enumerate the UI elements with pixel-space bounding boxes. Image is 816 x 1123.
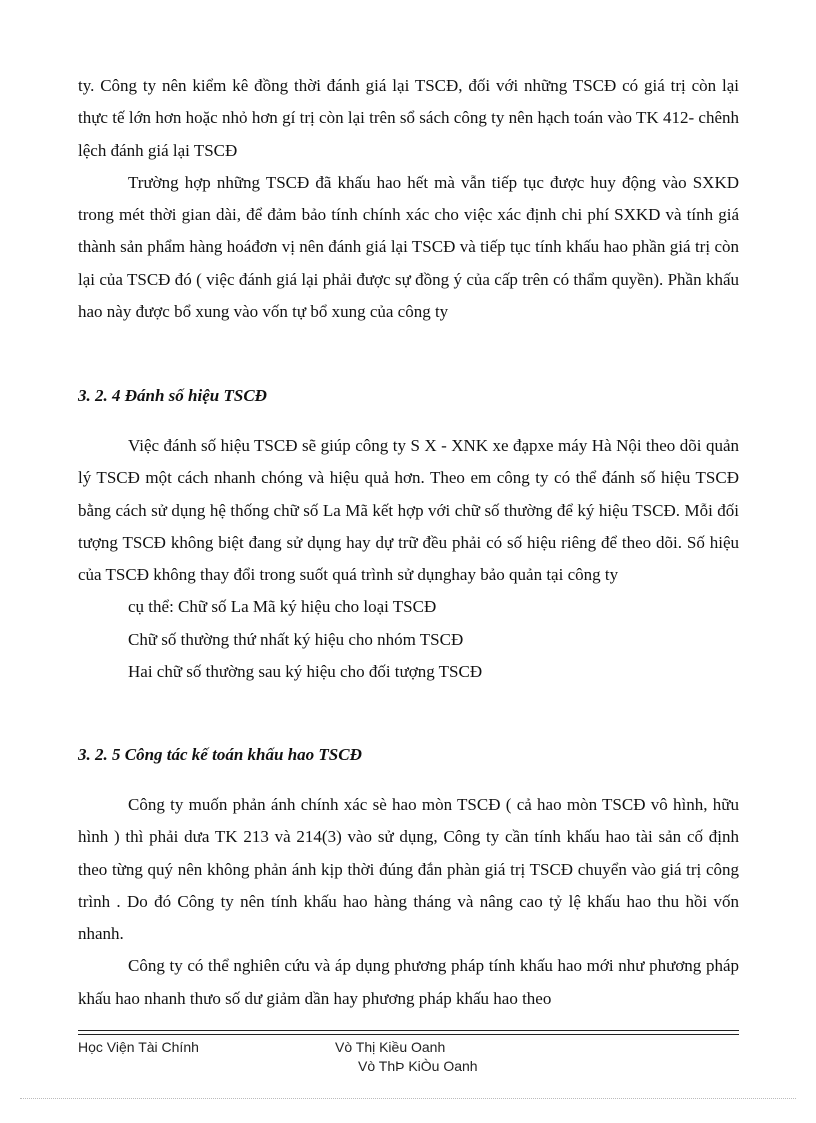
footer-school: Học Viện Tài Chính: [78, 1039, 199, 1055]
section-heading-324: 3. 2. 4 Đánh số hiệu TSCĐ: [78, 386, 267, 405]
footer-rule-top: [78, 1030, 739, 1031]
footer-author: Vò Thị Kiều Oanh: [335, 1039, 446, 1055]
section-324-line-3: Hai chữ số thường sau ký hiệu cho đối tượng TSCĐ: [128, 662, 483, 682]
section-324-text-block: [78, 430, 739, 688]
section-324-paragraph-1: Việc đánh số hiệu TSCĐ sẽ giúp công ty S X - XNK xe đạpxe máy Hà Nội theo dõi quản lý TSCĐ một cách nhanh chóng và hiệu quả hơn. Theo em công ty có thể đánh số hiệu TSCĐ bằng cách sử dụng hệ thống chữ số La Mã kết hợp với chữ số thường để ký hiệu TSCĐ. Mỗi đối tượng TSCĐ không biệt đang sử dụng hay dự trữ đều phải có số hiệu riêng để theo dõi. Số hiệu của TSCĐ không thay đổi trong suốt quá trình sử dụnghay bảo quản tại công ty: [78, 436, 739, 585]
section-324-line-1: cụ thể: Chữ số La Mã ký hiệu cho loại TSCĐ: [128, 597, 437, 617]
footer-rule-bottom: [78, 1034, 739, 1035]
section-heading-325: 3. 2. 5 Công tác kế toán khấu hao TSCĐ: [78, 745, 362, 764]
section-325-paragraph-2: Công ty có thể nghiên cứu và áp dụng phương pháp tính khấu hao mới như phương pháp khấu hao nhanh thưo số dư giảm dần hay phương pháp khấu hao theo: [78, 956, 739, 1008]
footer-author-garbled: Vò ThÞ KiÒu Oanh: [358, 1058, 478, 1074]
section-325-text-block: [78, 789, 739, 1015]
intro-text-block: [78, 70, 739, 328]
intro-paragraph-1: ty. Công ty nên kiểm kê đồng thời đánh giá lại TSCĐ, đối với những TSCĐ có giá trị còn lại thực tế lớn hơn hoặc nhỏ hơn gí trị còn lại trên sổ sách công ty nên hạch toán vào TK 412- chênh lệch đánh giá lại TSCĐ: [78, 76, 739, 160]
section-324-line-2: Chữ số thường thứ nhất ký hiệu cho nhóm TSCĐ: [128, 629, 464, 649]
page-bottom-border: [20, 1098, 796, 1099]
section-325-paragraph-1: Công ty muốn phản ánh chính xác sè hao mòn TSCĐ ( cả hao mòn TSCĐ vô hình, hữu hình ) thì phải dưa TK 213 và 214(3) vào sử dụng, Công ty cần tính khấu hao tài sản cố định theo từng quý nên không phản ánh kịp thời đúng đắn phàn giá trị TSCĐ chuyển vào giá trị công trình . Do đó Công ty nên tính khấu hao hàng tháng và nâng cao tỷ lệ khấu hao thu hồi vốn nhanh.: [78, 795, 739, 944]
intro-paragraph-2: Trường hợp những TSCĐ đã khấu hao hết mà vẫn tiếp tục được huy động vào SXKD trong mét thời gian dài, để đảm bảo tính chính xác cho việc xác định chi phí SXKD và tính giá thành sản phẩm hàng hoáđơn vị nên đánh giá lại TSCĐ và tiếp tục tính khấu hao phần giá trị còn lại của TSCĐ đó ( việc đánh giá lại phải được sự đồng ý của cấp trên có thẩm quyền). Phần khấu hao này được bổ xung vào vốn tự bổ xung của công ty: [78, 172, 739, 322]
